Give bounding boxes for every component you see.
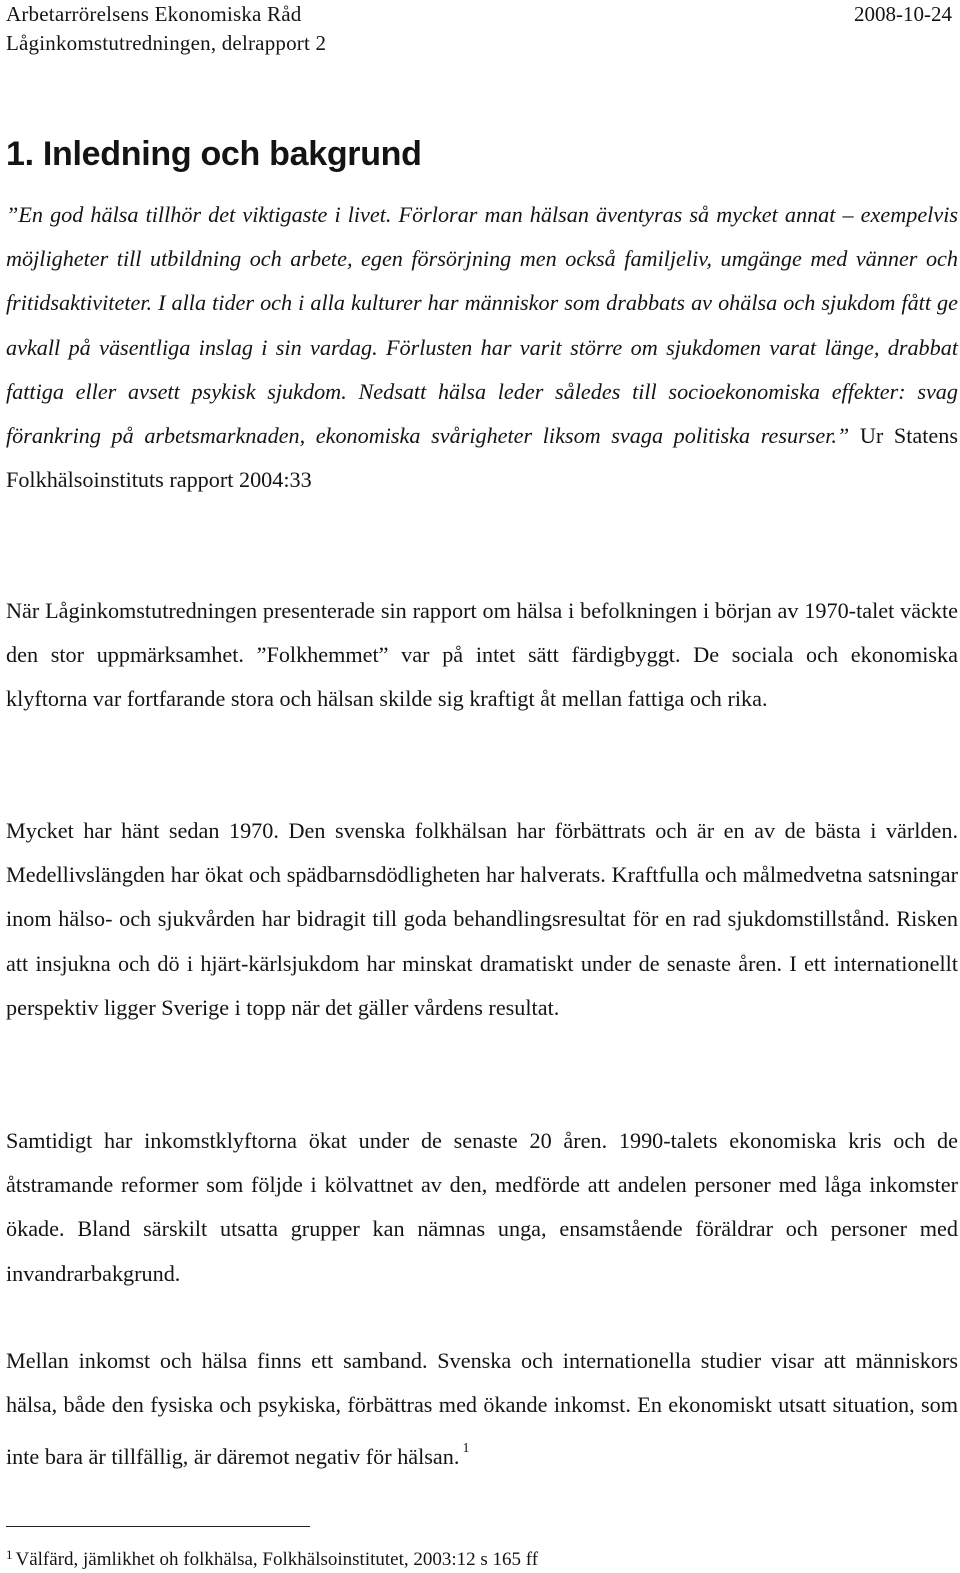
paragraph-2: Mycket har hänt sedan 1970. Den svenska folkhälsan har förbättrats och är en av de bästa i världen. Medellivslängden har ökat och spädbarnsdödligheten har halverats. Kraftfulla och målmedvetna satsningar inom hälso- och sjukvården har bidragit till goda behandlingsresultat för en rad sjukdomstillstånd. Risken att insjukna och dö i hjärt-kärlsjukdom har minskat dramatiskt under de senaste åren. I ett internationellt perspektiv ligger Sverige i topp när det gäller vårdens resultat. <box>6 818 958 1020</box>
paragraph-3: Samtidigt har inkomstklyftorna ökat under de senaste 20 åren. 1990-talets ekonomiska kris och de åtstramande reformer som följde i kölvattnet av den, medförde att andelen personer med låga inkomster ökade. Bland särskilt utsatta grupper kan nämnas unga, ensamstående föräldrar och personer med invandrarbakgrund. <box>6 1128 958 1286</box>
footnote-separator <box>6 1526 310 1527</box>
footnote <box>6 1542 538 1573</box>
header-report: Låginkomstutredningen, delrapport 2 <box>6 31 327 55</box>
intro-quote: ”En god hälsa tillhör det viktigaste i livet. Förlorar man hälsan äventyras så mycket annat – exempelvis möjligheter till utbildning och arbete, egen försörjning men också familjeliv, umgänge med vänner och fritidsaktiviteter. I alla tider och i alla kulturer har människor som drabbats av ohälsa och sjukdom fått ge avkall på väsentliga inslag i sin vardag. Förlusten har varit större om sjukdomen varat länge, drabbat fattiga eller avsett psykisk sjukdom. Nedsatt hälsa leder således till socioekonomiska effekter: svag förankring på arbetsmarknaden, ekonomiska svårigheter liksom svaga politiska resurser.” <box>6 202 958 449</box>
header-date: 2008-10-24 <box>854 2 952 26</box>
section-title: 1. Inledning och bakgrund <box>6 135 422 173</box>
footnote-marker: 1 <box>6 1547 13 1562</box>
footnote-text: Välfärd, jämlikhet oh folkhälsa, Folkhälsoinstitutet, 2003:12 s 165 ff <box>15 1549 539 1570</box>
intro-source: Ur Statens Folkhälsoinstituts rapport 2004:33 <box>6 423 958 493</box>
paragraph-4-text: Mellan inkomst och hälsa finns ett samband. Svenska och internationella studier visar att människors hälsa, både den fysiska och psykiska, förbättras med ökande inkomst. En ekonomiskt utsatt situation, som inte bara är tillfällig, är däremot negativ för hälsan. <box>6 1348 958 1470</box>
intro-paragraph <box>6 193 958 502</box>
paragraph-4 <box>6 1339 958 1480</box>
header-org: Arbetarrörelsens Ekonomiska Råd <box>6 2 302 26</box>
footnote-reference[interactable]: 1 <box>462 1441 470 1457</box>
paragraph-1: När Låginkomstutredningen presenterade sin rapport om hälsa i befolkningen i början av 1970-talet väckte den stor uppmärksamhet. ”Folkhemmet” var på intet sätt färdigbyggt. De sociala och ekonomiska klyftorna var fortfarande stora och hälsan skilde sig kraftigt åt mellan fattiga och rika. <box>6 598 958 712</box>
